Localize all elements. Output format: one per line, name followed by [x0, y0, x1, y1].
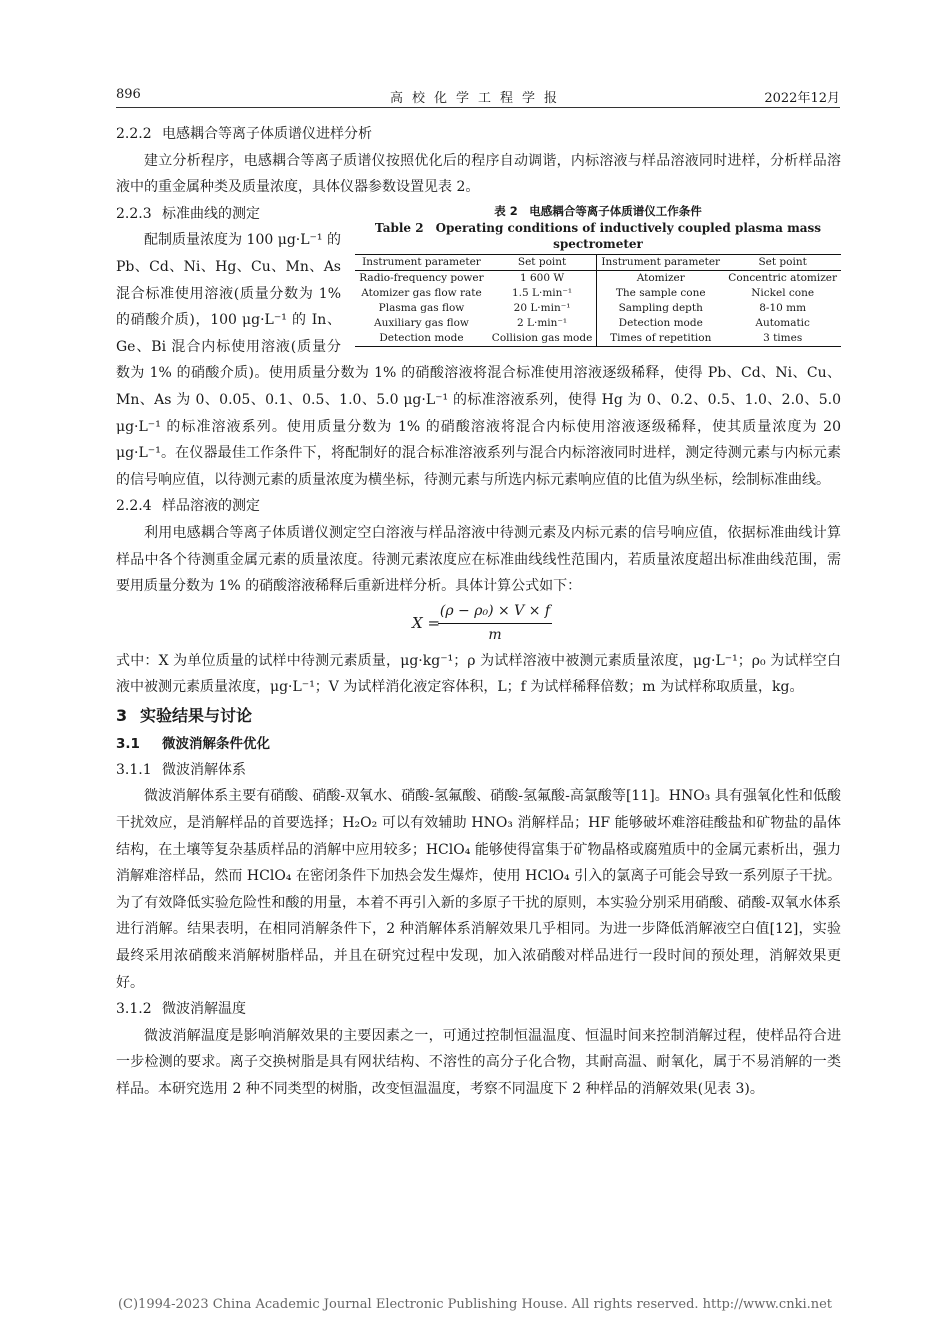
parameter-cell: Atomizer: [597, 270, 725, 286]
heading-3: [116, 701, 841, 731]
section-number: 3.1.1: [116, 761, 152, 778]
formula-lhs: X =: [412, 613, 441, 632]
table-row: [355, 270, 841, 286]
section-number: 2.2.4: [116, 498, 152, 515]
value-cell: 1.5 L·min⁻¹: [511, 286, 573, 299]
table-row: [355, 286, 841, 301]
section-title: 微波消解温度: [162, 1001, 246, 1018]
parameter-cell: Detection mode: [379, 331, 464, 344]
parameter-cell: Atomizer gas flow rate: [361, 286, 482, 299]
parameter-cell: Sampling depth: [597, 301, 725, 316]
table-caption-en: Table 2 Operating conditions of inductively coupled plasma mass spectrometer: [374, 220, 822, 251]
section-title: 微波消解体系: [162, 761, 246, 778]
value-cell: 1 600 W: [519, 271, 565, 284]
column-header: Instrument parameter: [355, 254, 488, 270]
heading-2-2-2: [116, 121, 841, 148]
heading-3-1-1: [116, 757, 841, 784]
article-body: [116, 121, 841, 1103]
value-cell: Nickel cone: [751, 286, 815, 299]
column-header: Set point: [724, 254, 841, 270]
parameter-cell: Radio-frequency power: [359, 271, 484, 284]
column-header: Set point: [488, 254, 597, 270]
calculation-formula: [116, 602, 841, 648]
parameter-cell: Times of repetition: [597, 331, 725, 347]
table-row: [355, 331, 841, 347]
parameter-cell: Plasma gas flow: [378, 301, 465, 314]
section-title: 实验结果与讨论: [140, 705, 253, 725]
paragraph-2-2-3: 配制质量浓度为 100 μg·L⁻¹ 的 Pb、Cd、Ni、Hg、Cu、Mn、As 混合标准使用溶液(质量分数为 1% 的硝酸介质)，100 μg·L⁻¹ 的 In、Ge、Bi 混合内标使用溶液(质量分数为 1% 的硝酸介质)。使用质量分数为 1% 的硝酸溶液将混合标准使用溶液逐级稀释，使得 Pb、Cd、Ni、Cu、Mn、As 为 0、0.05、0.1、0.5、1.0、5.0 μg·L⁻¹ 的标准溶液系列，使得 Hg 为 0、0.2、0.5、1.0、2.0、5.0 μg·L⁻¹ 的标准溶液系列。使用质量分数为 1% 的硝酸溶液将混合内标使用溶液逐级稀释，使其质量浓度为 20 μg·L⁻¹。在仪器最佳工作条件下，将配制好的混合标准溶液系列与混合内标溶液同时进样，测定待测元素与内标元素的信号响应值，以待测元素的质量浓度为横坐标，待测元素与所选内标元素响应值的比值为纵坐标，绘制标准曲线。: [116, 232, 841, 488]
formula-note: 式中：X 为单位质量的试样中待测元素质量，μg·kg⁻¹；ρ 为试样溶液中被测元素质量浓度，μg·L⁻¹；ρ₀ 为试样空白液中被测元素质量浓度，μg·L⁻¹；V 为试样消化液定容体积，L；f 为试样稀释倍数；m 为试样称取质量，kg。: [116, 652, 841, 696]
paragraph-2-2-2: 建立分析程序，电感耦合等离子质谱仪按照优化后的程序自动调谐，内标溶液与样品溶液同时进样，分析样品溶液中的重金属种类及质量浓度，具体仪器参数设置见表 2。: [116, 152, 841, 196]
section-title: 标准曲线的测定: [162, 205, 260, 222]
parameter-cell: Auxiliary gas flow: [374, 316, 469, 329]
section-number: 2.2.2: [116, 126, 152, 142]
table-row: [355, 301, 841, 316]
heading-3-1: [116, 731, 841, 757]
column-header: Instrument parameter: [597, 254, 725, 270]
value-cell: 3 times: [763, 331, 803, 344]
copyright-footer: (C)1994-2023 China Academic Journal Electronic Publishing House. All rights reserved. http://www.cnki.net: [117, 1297, 833, 1312]
table-header-row: [355, 254, 841, 270]
table-2: [355, 201, 841, 347]
section-title: 微波消解条件优化: [162, 735, 270, 752]
section-number: 3.1: [116, 735, 140, 752]
value-cell: Automatic: [755, 316, 810, 329]
value-cell: 2 L·min⁻¹: [516, 316, 568, 329]
paragraph-3-1-2: 微波消解温度是影响消解效果的主要因素之一，可通过控制恒温温度、恒温时间来控制消解过程，使样品符合进一步检测的要求。离子交换树脂是具有网状结构、不溶性的高分子化合物，其耐高温、耐氧化，属于不易消解的一类样品。本研究选用 2 种不同类型的树脂，改变恒温温度，考察不同温度下 2 种样品的消解效果(见表 3)。: [116, 1027, 841, 1097]
value-cell: Concentric atomizer: [728, 271, 837, 284]
section-number: 3: [116, 705, 128, 725]
page-number: 896: [116, 87, 141, 102]
issue-date: 2022年12月: [764, 91, 840, 106]
value-cell: 8-10 mm: [759, 301, 807, 314]
heading-2-2-4: [116, 493, 841, 520]
journal-title: 高校化学工程学报: [389, 91, 566, 106]
parameter-cell: The sample cone: [597, 286, 725, 301]
section-number: 2.2.3: [116, 205, 152, 222]
heading-3-1-2: [116, 996, 841, 1023]
paragraph-2-2-4: 利用电感耦合等离子体质谱仪测定空白溶液与样品溶液中待测元素及内标元素的信号响应值，依据标准曲线计算样品中各个待测重金属元素的质量浓度。待测元素浓度应在标准曲线线性范围内，若质量浓度超出标准曲线范围，需要用质量分数为 1% 的硝酸溶液稀释后重新进样分析。具体计算公式如下：: [116, 524, 841, 595]
table-caption-cn: 表 2 电感耦合等离子体质谱仪工作条件: [494, 203, 702, 218]
section-title: 电感耦合等离子体质谱仪进样分析: [162, 126, 372, 142]
value-cell: Collision gas mode: [491, 331, 593, 344]
paragraph-3-1-1: 微波消解体系主要有硝酸、硝酸-双氧水、硝酸-氢氟酸、硝酸-氢氟酸-高氯酸等[11]。HNO₃ 具有强氧化性和低酸干扰效应，是消解样品的首要选择；H₂O₂ 可以有效辅助 HNO₃ 消解样品；HF 能够破坏难溶硅酸盐和矿物盐的晶体结构，在土壤等复杂基质样品的消解中应用较多；HClO₄ 能够使得富集于矿物晶格或腐殖质中的金属元素析出，强力消解难溶样品，然而 HClO₄ 在密闭条件下加热会发生爆炸，使用 HClO₄ 引入的氯离子可能会导致一系列原子干扰。为了有效降低实验危险性和酸的用量，本着不再引入新的多原子干扰的原则，本实验分别采用硝酸、硝酸-双氧水体系进行消解。结果表明，在相同消解条件下，2 种消解体系消解效果几乎相同。为进一步降低消解液空白值[12]，实验最终采用浓硝酸来消解树脂样品，并且在研究过程中发现，加入浓硝酸对样品进行一段时间的预处理，消解效果更好。: [116, 788, 841, 991]
formula-fraction: [438, 600, 552, 646]
section-title: 样品溶液的测定: [162, 498, 260, 515]
value-cell: 20 L·min⁻¹: [513, 301, 571, 314]
running-header: [116, 85, 840, 108]
formula-numerator: (ρ − ρ₀) × V × f: [438, 600, 552, 624]
formula-denominator: m: [488, 626, 502, 643]
section-number: 3.1.2: [116, 1001, 152, 1018]
parameter-cell: Detection mode: [597, 316, 725, 331]
table-row: [355, 316, 841, 331]
operating-conditions-table: [355, 254, 841, 347]
